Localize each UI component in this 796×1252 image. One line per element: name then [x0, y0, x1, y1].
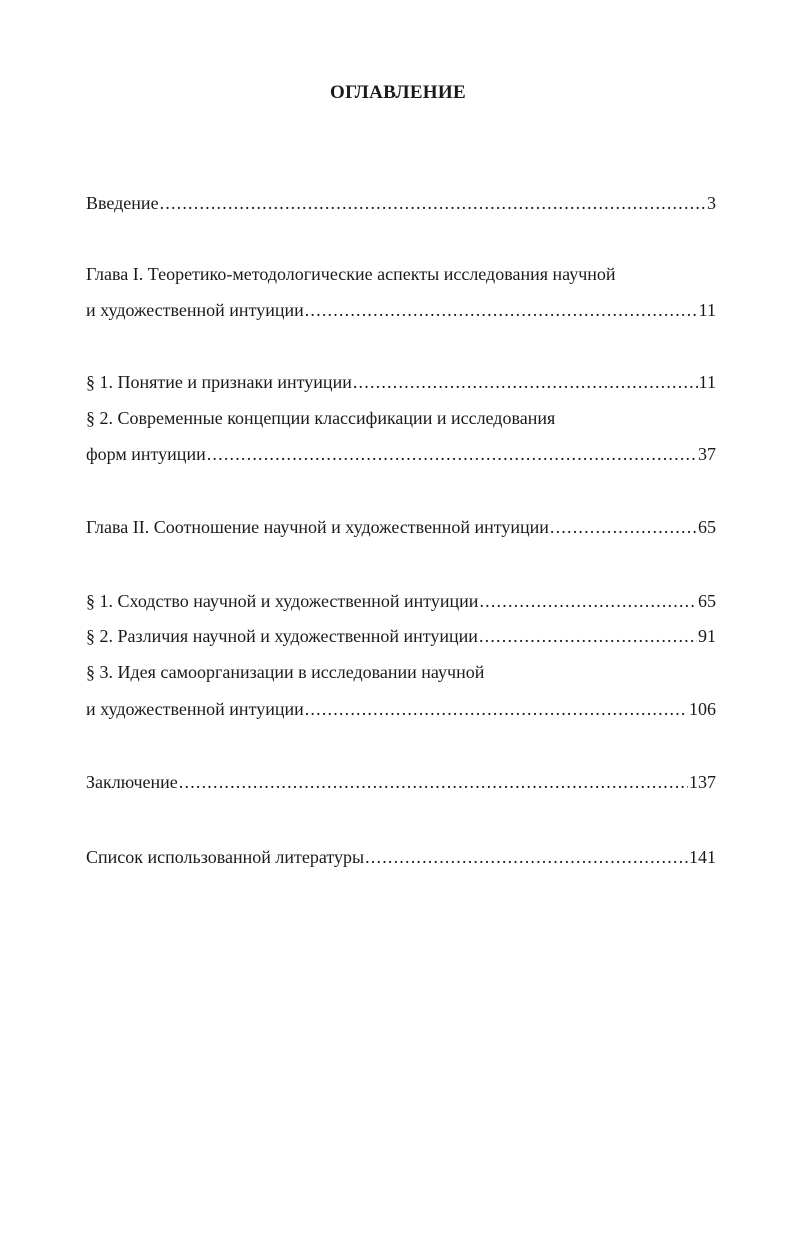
toc-entry-chapter1[interactable]	[86, 298, 716, 322]
toc-entry-ch2-s1[interactable]	[86, 589, 716, 613]
toc-page-number: 141	[689, 847, 716, 867]
toc-page-number: 3	[707, 193, 716, 213]
dot-leader	[179, 770, 688, 794]
toc-entry-references[interactable]	[86, 845, 716, 869]
dot-leader	[160, 191, 706, 215]
toc-entry-label: Заключение	[86, 772, 178, 792]
toc-page-number: 106	[689, 699, 716, 719]
dot-leader	[479, 589, 697, 613]
toc-entry-label: и художественной интуиции	[86, 300, 304, 320]
dot-leader	[550, 515, 697, 539]
toc-entry-ch1-s2[interactable]	[86, 442, 716, 466]
page-title: ОГЛАВЛЕНИЕ	[330, 82, 466, 103]
toc-entry-ch1-s1[interactable]	[86, 370, 716, 394]
toc-page-number: 65	[698, 591, 716, 611]
dot-leader	[305, 298, 698, 322]
toc-entry-label: Глава II. Соотношение научной и художественной интуиции	[86, 517, 549, 537]
toc-ch2-s3-line1[interactable]: § 3. Идея самоорганизации в исследовании научной	[86, 662, 485, 682]
toc-entry-ch2-s2[interactable]	[86, 624, 716, 648]
toc-chapter1-line1[interactable]: Глава I. Теоретико-методологические аспекты исследования научной	[86, 264, 616, 284]
dot-leader	[353, 370, 698, 394]
toc-entry-label: § 2. Различия научной и художественной интуиции	[86, 626, 478, 646]
toc-entry-label: и художественной интуиции	[86, 699, 304, 719]
dot-leader	[305, 697, 688, 721]
toc-page-number: 11	[698, 300, 716, 320]
toc-entry-label: Введение	[86, 193, 159, 213]
toc-entry-ch2-s3[interactable]	[86, 697, 716, 721]
toc-page-number: 11	[698, 372, 716, 392]
dot-leader	[365, 845, 688, 869]
toc-page-number: 91	[698, 626, 716, 646]
dot-leader	[207, 442, 697, 466]
toc-page-number: 65	[698, 517, 716, 537]
toc-entry-intro[interactable]	[86, 191, 716, 215]
dot-leader	[479, 624, 697, 648]
toc-ch1-s2-line1[interactable]: § 2. Современные концепции классификации и исследования	[86, 408, 556, 428]
toc-page-number: 137	[689, 772, 716, 792]
toc-entry-label: Список использованной литературы	[86, 847, 365, 867]
toc-entry-label: § 1. Понятие и признаки интуиции	[86, 372, 352, 392]
toc-entry-label: форм интуиции	[86, 444, 206, 464]
toc-entry-label: § 1. Сходство научной и художественной интуиции	[86, 591, 479, 611]
toc-entry-chapter2[interactable]	[86, 515, 716, 539]
toc-page-number: 37	[698, 444, 716, 464]
toc-entry-conclusion[interactable]	[86, 770, 716, 794]
